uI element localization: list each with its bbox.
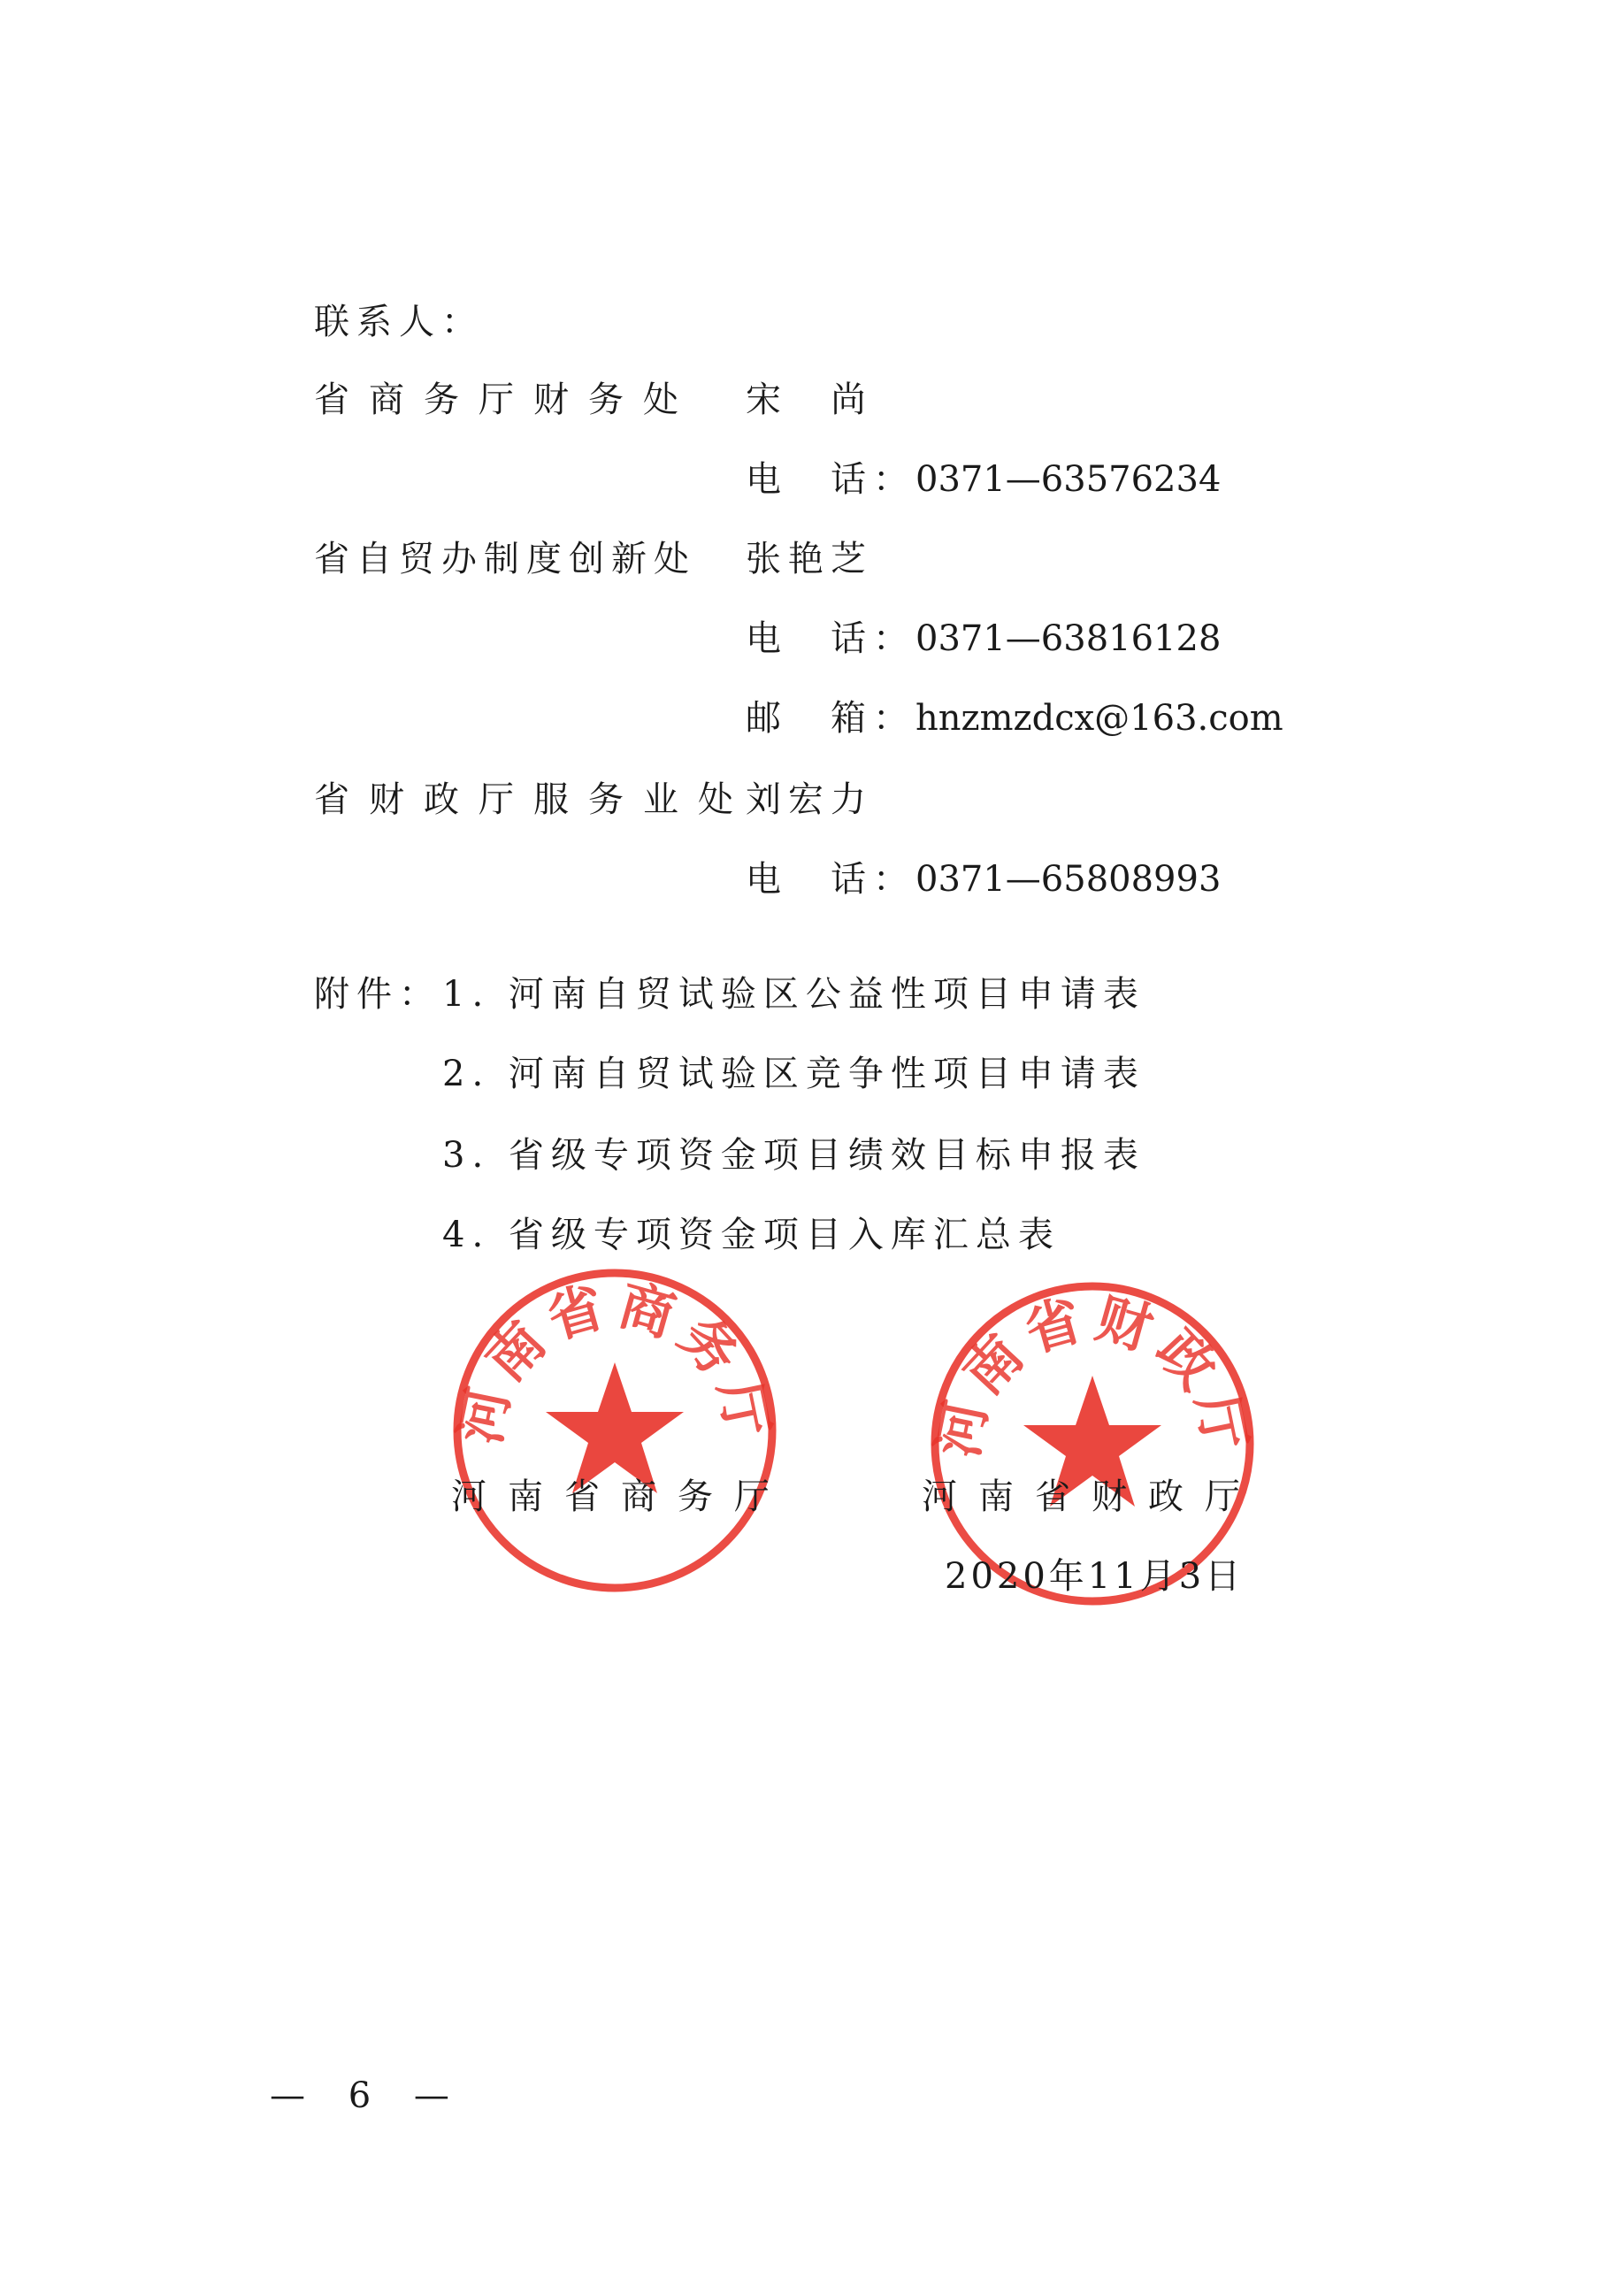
phone-label: 电 话： <box>746 859 915 900</box>
page-number: — 6 — <box>270 2075 465 2116</box>
contact-phone-service <box>746 858 1221 901</box>
commerce-seal-graphic <box>447 1267 783 1594</box>
phone-label: 电 话： <box>746 618 915 659</box>
attachment-item: 3. 省级专项资金项目绩效目标申报表 <box>442 1135 1145 1176</box>
signer-commerce-dept: 河南省商务厅 <box>451 1476 791 1517</box>
phone-value: 0371—63576234 <box>915 459 1222 500</box>
attachment-item: 1. 河南自贸试验区公益性项目申请表 <box>442 974 1145 1015</box>
phone-label: 电 话： <box>746 459 915 500</box>
email-label: 邮 箱： <box>746 698 915 739</box>
contact-phone-finance <box>746 458 1221 501</box>
email-value: hnzmzdcx@163.com <box>915 698 1283 739</box>
commerce-seal-stamp <box>447 1267 783 1594</box>
attachment-item: 2. 河南自贸试验区竞争性项目申请表 <box>442 1054 1145 1094</box>
contact-name-service: 刘宏力 <box>746 779 873 820</box>
contacts-heading: 联系人： <box>314 302 484 342</box>
phone-value: 0371—65808993 <box>915 859 1222 900</box>
contact-org-ftz: 省自贸办制度创新处 <box>314 539 696 579</box>
contact-org-service: 省财政厅服务业处 <box>314 779 753 820</box>
document-date: 2020年11月3日 <box>945 1556 1245 1597</box>
attachments-label: 附件： <box>314 974 441 1015</box>
contact-name-ftz: 张艳芝 <box>746 539 873 579</box>
contact-phone-ftz <box>746 617 1221 660</box>
svg-text:河南省商务厅: 河南省商务厅 <box>447 1272 783 1450</box>
phone-value: 0371—63816128 <box>915 618 1222 659</box>
attachment-item: 4. 省级专项资金项目入库汇总表 <box>442 1215 1061 1255</box>
contact-name-finance: 宋 尚 <box>746 380 873 420</box>
signer-finance-dept: 河南省财政厅 <box>922 1476 1261 1517</box>
svg-text:河南省财政厅: 河南省财政厅 <box>924 1285 1260 1463</box>
contact-org-finance: 省商务厅财务处 <box>314 380 698 420</box>
contact-email-ftz <box>746 697 1283 740</box>
